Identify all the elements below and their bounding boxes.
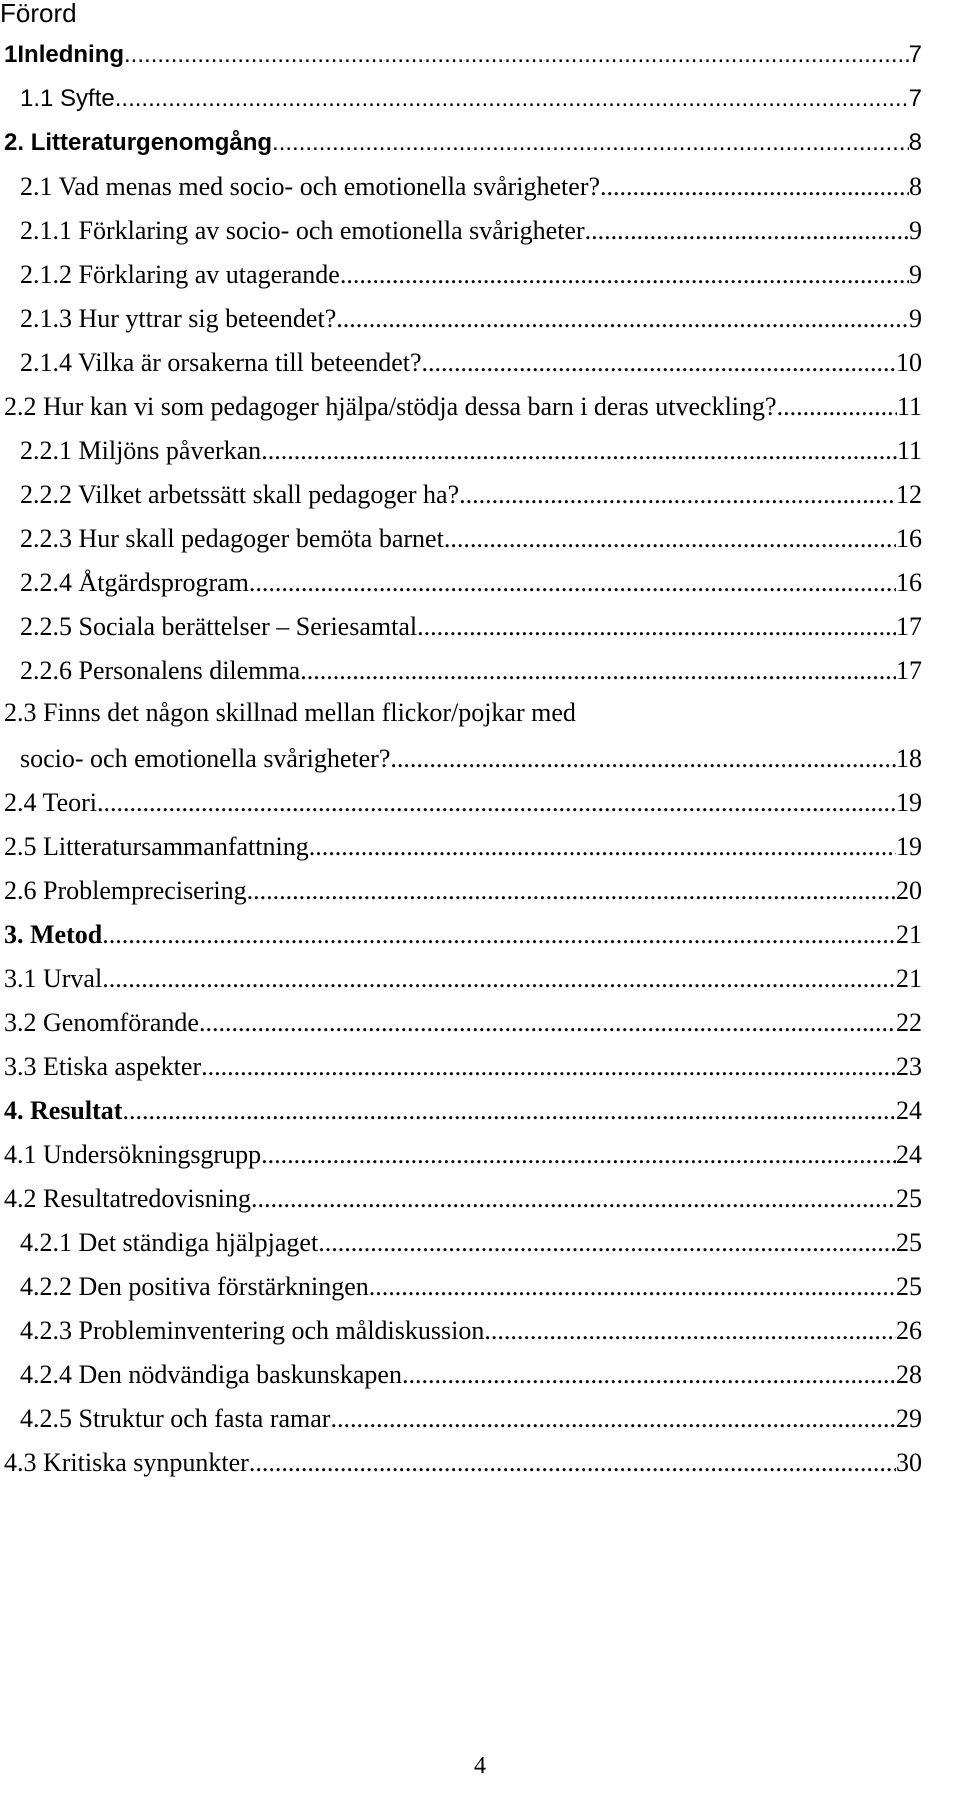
- toc-entry-number: 2.1: [20, 172, 53, 201]
- toc-leader-dots: [115, 84, 909, 114]
- toc-entry[interactable]: [4, 964, 922, 994]
- toc-entry-title: [20, 744, 390, 774]
- toc-entry-page: 30: [896, 1448, 922, 1477]
- toc-entry-number: 4.1: [4, 1140, 37, 1169]
- toc-entry-title: [20, 260, 340, 290]
- toc-entry-number: 4.2.2: [20, 1272, 72, 1301]
- toc-entry-label: Probleminventering och måldiskussion: [78, 1316, 485, 1345]
- toc-entry-label: Resultat: [30, 1096, 123, 1125]
- toc-leader-dots: [261, 436, 897, 466]
- toc-entry[interactable]: [20, 84, 922, 114]
- toc-entry-page: 10: [896, 348, 922, 377]
- toc-entry-page: 11: [896, 436, 922, 465]
- toc-entry-label: Det ständiga hjälpjaget: [78, 1228, 319, 1257]
- toc-entry-title: [4, 1184, 251, 1214]
- toc-entry-label: Struktur och fasta ramar: [78, 1404, 331, 1433]
- toc-entry[interactable]: [20, 1404, 922, 1434]
- toc-entry-number: 2.2.1: [20, 436, 72, 465]
- toc-leader-dots: [330, 1404, 896, 1434]
- toc-entry-title: [20, 1272, 369, 1302]
- toc-leader-dots: [309, 832, 896, 862]
- toc-entry-title: [20, 524, 444, 554]
- toc-entry-title: [4, 698, 576, 728]
- toc-entry-title: [20, 1360, 402, 1390]
- toc-entry-title: [4, 964, 102, 994]
- toc-entry-number: 4.2.5: [20, 1404, 72, 1433]
- toc-entry-label: Resultatredovisning: [43, 1184, 251, 1213]
- toc-entry-label: Hur kan vi som pedagoger hjälpa/stödja dessa barn i deras utveckling?: [43, 392, 777, 421]
- toc-entry-page: 19: [896, 788, 922, 817]
- toc-entry-label: Metod: [30, 920, 103, 949]
- toc-entry-page: 25: [896, 1184, 922, 1213]
- toc-entry-title: [20, 304, 336, 334]
- toc-leader-dots: [318, 1228, 896, 1258]
- toc-entry[interactable]: [20, 1316, 922, 1346]
- toc-leader-dots: [247, 876, 896, 906]
- toc-entry[interactable]: [20, 216, 922, 246]
- toc-leader-dots: [369, 1272, 896, 1302]
- toc-entry-page: 8: [909, 172, 922, 201]
- toc-entry-label: Hur skall pedagoger bemöta barnet: [78, 524, 444, 553]
- toc-leader-dots: [422, 348, 896, 378]
- toc-entry-label: Den positiva förstärkningen: [78, 1272, 369, 1301]
- toc-entry-title: [20, 172, 600, 202]
- toc-entry-title: [4, 832, 309, 862]
- toc-entry-title: [20, 1316, 484, 1346]
- toc-entry-label: Hur yttrar sig beteendet?: [78, 304, 337, 333]
- toc-entry-number: 4.2.1: [20, 1228, 72, 1257]
- toc-entry-title: [20, 480, 459, 510]
- toc-entry[interactable]: [20, 260, 922, 290]
- toc-entry[interactable]: [4, 392, 922, 422]
- toc-entry-number: 2.: [4, 129, 25, 156]
- toc-entry-title: [20, 568, 249, 598]
- toc-leader-dots: [122, 1096, 896, 1126]
- toc-entry-page: 20: [896, 876, 922, 905]
- toc-entry-label: socio- och emotionella svårigheter?: [20, 744, 391, 773]
- toc-entry-number: 3.3: [4, 1052, 37, 1081]
- toc-entry-number: 2.2.5: [20, 612, 72, 641]
- toc-entry[interactable]: [20, 436, 922, 466]
- toc-entry-number: 2.1.3: [20, 304, 72, 333]
- toc-entry-page: 17: [896, 612, 922, 641]
- toc-entry-title: [20, 348, 422, 378]
- toc-entry-page: 11: [896, 392, 922, 421]
- toc-entry[interactable]: [20, 1360, 922, 1390]
- toc-entry-label: Den nödvändiga baskunskapen: [78, 1360, 402, 1389]
- toc-entry-number: 1.1: [20, 85, 54, 112]
- toc-entry-number: 2.2.4: [20, 568, 72, 597]
- toc-entry-number: 3.1: [4, 964, 37, 993]
- toc-leader-dots: [417, 612, 896, 642]
- toc-entry-page: 25: [896, 1228, 922, 1257]
- toc-entry-number: 3.: [4, 920, 24, 949]
- toc-entry-label: Urval: [43, 964, 103, 993]
- toc-entry-title: [4, 1008, 199, 1038]
- toc-entry-title: [4, 920, 102, 950]
- toc-entry-number: 2.2.2: [20, 480, 72, 509]
- toc-entry-title: [4, 128, 272, 158]
- toc-entry-title: [4, 40, 124, 70]
- toc-entry-title: [4, 876, 247, 906]
- toc-entry[interactable]: [20, 348, 922, 378]
- toc-entry-label: Förklaring av utagerande: [78, 260, 340, 289]
- toc-entry-label: Litteraturgenomgång: [30, 129, 273, 156]
- toc-leader-dots: [600, 172, 909, 202]
- toc-entry[interactable]: [20, 172, 922, 202]
- toc-entry-page: 17: [896, 656, 922, 685]
- toc-entry-page: 26: [896, 1316, 922, 1345]
- toc-entry[interactable]: [20, 656, 922, 686]
- toc-leader-dots: [261, 1140, 896, 1170]
- toc-entry-title: [20, 436, 261, 466]
- toc-entry-page: 16: [896, 568, 922, 597]
- toc-leader-dots: [251, 1184, 896, 1214]
- toc-entry-title: [4, 1096, 122, 1126]
- toc-entry-label: Problemprecisering: [43, 876, 247, 905]
- toc-entry-page: 24: [896, 1140, 922, 1169]
- toc-entry-title: [20, 612, 417, 642]
- toc-entry-page: 9: [909, 260, 922, 289]
- toc-entry-title: [20, 1404, 330, 1434]
- toc-leader-dots: [340, 260, 909, 290]
- toc-entry-title: [20, 216, 585, 246]
- toc-entry-label: Etiska aspekter: [43, 1052, 202, 1081]
- toc-leader-dots: [402, 1360, 896, 1390]
- toc-entry[interactable]: [4, 788, 922, 818]
- toc-entry-title: [20, 1228, 318, 1258]
- toc-entry[interactable]: [4, 1052, 922, 1082]
- toc-leader-dots: [249, 568, 896, 598]
- toc-entry-title: [20, 656, 300, 686]
- toc-entry[interactable]: [4, 1448, 922, 1478]
- toc-entry-number: 3.2: [4, 1008, 37, 1037]
- toc-entry-page: 12: [896, 480, 922, 509]
- toc-entry-label: Miljöns påverkan: [78, 436, 262, 465]
- toc-leader-dots: [199, 1008, 896, 1038]
- toc-entry-label: Vilka är orsakerna till beteendet?: [78, 348, 422, 377]
- toc-entry[interactable]: [4, 876, 922, 906]
- toc-entry[interactable]: [4, 40, 922, 70]
- toc-entry[interactable]: [4, 698, 922, 728]
- toc-entry-page: 8: [908, 129, 922, 156]
- toc-leader-dots: [272, 128, 909, 158]
- toc-entry-page: 7: [908, 41, 922, 68]
- toc-entry-number: 2.5: [4, 832, 37, 861]
- toc-entry-title: [20, 84, 115, 114]
- toc-leader-dots: [124, 40, 909, 70]
- toc-entry-number: 2.6: [4, 876, 37, 905]
- toc-entry-label: Åtgärdsprogram: [78, 568, 249, 597]
- toc-leader-dots: [201, 1052, 896, 1082]
- toc-entry-number: 4.2: [4, 1184, 37, 1213]
- toc-entry-number: 4.3: [4, 1448, 37, 1477]
- toc-entry[interactable]: [4, 1140, 922, 1170]
- toc-leader-dots: [102, 964, 896, 994]
- toc-leader-dots: [777, 392, 897, 422]
- toc-entry[interactable]: [4, 920, 922, 950]
- toc-entry[interactable]: [20, 1272, 922, 1302]
- toc-entry[interactable]: [20, 744, 922, 774]
- toc-entry-page: 21: [896, 920, 922, 949]
- toc-entry-label: Undersökningsgrupp: [43, 1140, 262, 1169]
- toc-entry[interactable]: [4, 1184, 922, 1214]
- toc-leader-dots: [390, 744, 896, 774]
- toc-entry-label: Syfte: [60, 85, 115, 112]
- toc-entry-title: [4, 1140, 261, 1170]
- toc-entry-page: 18: [896, 744, 922, 773]
- toc-entry-number: 2.1.1: [20, 216, 72, 245]
- toc-entry-number: 4.2.3: [20, 1316, 72, 1345]
- toc-entry-number: 4.: [4, 1096, 24, 1125]
- toc-entry[interactable]: [4, 1008, 922, 1038]
- toc-entry[interactable]: [4, 832, 922, 862]
- toc-entry-label: Kritiska synpunkter: [43, 1448, 249, 1477]
- toc-entry-number: 1: [4, 41, 18, 68]
- toc-entry-page: 28: [896, 1360, 922, 1389]
- toc-entry-page: 9: [909, 216, 922, 245]
- toc-leader-dots: [102, 920, 896, 950]
- toc-entry-label: Sociala berättelser – Seriesamtal: [78, 612, 418, 641]
- toc-entry[interactable]: [4, 1096, 922, 1126]
- toc-leader-dots: [585, 216, 909, 246]
- toc-entry-page: 19: [896, 832, 922, 861]
- toc-entry-label: Teori: [42, 788, 98, 817]
- toc-entry-title: [4, 788, 97, 818]
- toc-leader-dots: [249, 1448, 896, 1478]
- toc-entry[interactable]: [4, 128, 922, 158]
- toc-entry-number: 2.2: [4, 392, 37, 421]
- toc-entry-title: [4, 392, 777, 422]
- toc-entry-page: 23: [896, 1052, 922, 1081]
- toc-entry-title: [4, 1052, 201, 1082]
- toc-entry-label: Personalens dilemma: [78, 656, 301, 685]
- toc-leader-dots: [459, 480, 896, 510]
- toc-entry-number: 2.1.2: [20, 260, 72, 289]
- header-title: Förord: [0, 0, 77, 28]
- toc-entry[interactable]: [20, 304, 922, 334]
- toc-entry[interactable]: [20, 480, 922, 510]
- toc-entry-label: Vilket arbetssätt skall pedagoger ha?: [78, 480, 460, 509]
- toc-entry[interactable]: [20, 612, 922, 642]
- toc-leader-dots: [336, 304, 909, 334]
- toc-leader-dots: [300, 656, 896, 686]
- toc-entry-page: 9: [909, 304, 922, 333]
- toc-entry-number: 2.4: [4, 788, 37, 817]
- toc-entry-label: Inledning: [17, 41, 125, 68]
- toc-entry-number: 2.3: [4, 698, 37, 727]
- toc-entry-page: 29: [896, 1404, 922, 1433]
- toc-leader-dots: [484, 1316, 896, 1346]
- toc-leader-dots: [444, 524, 896, 554]
- toc-entry[interactable]: [20, 1228, 922, 1258]
- toc-entry-number: 2.2.6: [20, 656, 72, 685]
- toc-leader-dots: [97, 788, 896, 818]
- toc-entry-number: 2.1.4: [20, 348, 72, 377]
- toc-entry-page: 16: [896, 524, 922, 553]
- toc-entry-page: 25: [896, 1272, 922, 1301]
- toc-entry-number: 4.2.4: [20, 1360, 72, 1389]
- toc-entry-label: Finns det någon skillnad mellan flickor/pojkar med: [43, 698, 576, 727]
- toc-entry-number: 2.2.3: [20, 524, 72, 553]
- toc-entry[interactable]: [20, 568, 922, 598]
- toc-entry-page: 21: [896, 964, 922, 993]
- toc-entry-page: 24: [896, 1096, 922, 1125]
- toc-entry-label: Genomförande: [43, 1008, 199, 1037]
- toc-entry-label: Förklaring av socio- och emotionella svårigheter: [78, 216, 585, 245]
- toc-entry-title: [4, 1448, 249, 1478]
- toc-entry-page: 7: [908, 85, 922, 112]
- toc-entry-label: Litteratursammanfattning: [43, 832, 309, 861]
- page-number: 4: [474, 1753, 486, 1779]
- toc-entry-page: 22: [896, 1008, 922, 1037]
- toc-entry-label: Vad menas med socio- och emotionella svårigheter?: [58, 172, 601, 201]
- toc-entry[interactable]: [20, 524, 922, 554]
